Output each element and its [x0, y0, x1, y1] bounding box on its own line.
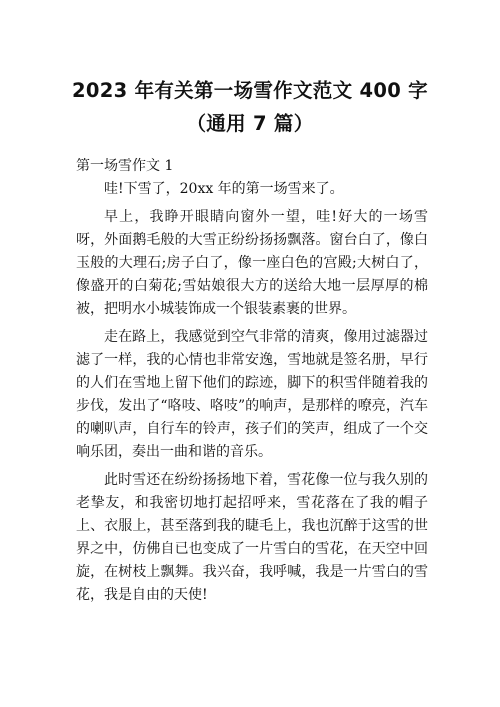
paragraph: 早上，我睁开眼睛向窗外一望，哇!好大的一场雪呀，外面鹅毛般的大雪正纷纷扬扬飘落。窗台白了，像白玉般的大理石;房子白了，像一座白色的宫殿;大树白了，像盛开的白菊花;雪姑娘很大方的送给大地一层厚厚的棉被，把明水小城装饰成一个银装素裹的世界。 — [76, 209, 428, 317]
section-heading: 第一场雪作文 1 — [76, 158, 174, 174]
document-body — [76, 178, 428, 612]
document-title: 2023 年有关第一场雪作文范文 400 字（通用 7 篇） — [72, 79, 428, 135]
paragraph: 此时雪还在纷纷扬扬地下着，雪花像一位与我久别的老挚友，和我密切地打起招呼来，雪花落在了我的帽子上、衣服上，甚至落到我的睫毛上，我也沉醉于这雪的世界之中，仿佛自已也变成了一片雪白的雪花，在天空中回旋，在树枝上飘舞。我兴奋，我呼喊，我是一片雪白的雪花，我是自由的天使! — [76, 472, 428, 603]
paragraph: 哇!下雪了，20xx 年的第一场雪来了。 — [104, 181, 344, 197]
paragraph: 走在路上，我感觉到空气非常的清爽，像用过滤器过滤了一样，我的心情也非常安逸，雪地就是签名册，早行的人们在雪地上留下他们的踪迹，脚下的积雪伴随着我的步伐，发出了“咯吱、咯吱”的响声，是那样的嘹亮，汽车的喇叭声，自行车的铃声，孩子们的笑声，组成了一个交响乐团，奏出一曲和谐的音乐。 — [76, 329, 428, 460]
